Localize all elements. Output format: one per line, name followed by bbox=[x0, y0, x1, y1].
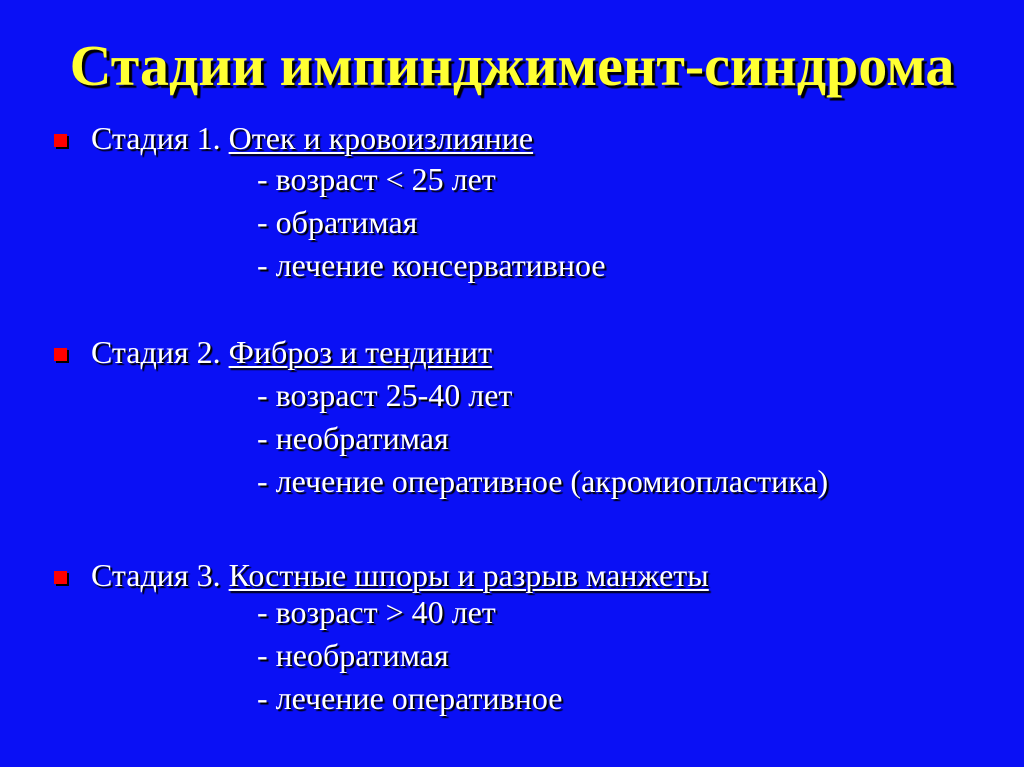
red-square-bullet-icon bbox=[54, 571, 67, 584]
stage-1-name: Отек и кровоизлияние bbox=[228, 120, 534, 156]
red-square-bullet-icon bbox=[54, 348, 67, 361]
stage-2-details bbox=[257, 374, 984, 503]
slide-title: Стадии импинджимент-синдрома bbox=[69, 33, 955, 98]
stage-3-section bbox=[54, 555, 984, 724]
stage-3-heading bbox=[54, 555, 984, 595]
stage-1-reversibility: - обратимая bbox=[257, 204, 418, 240]
stage-1-details bbox=[257, 158, 984, 287]
stage-3-label: Стадия 3. bbox=[91, 557, 221, 593]
stage-2-name: Фиброз и тендинит bbox=[228, 334, 493, 370]
stage-3-treatment: - лечение оперативное bbox=[257, 680, 563, 716]
stage-2-title-line bbox=[91, 332, 492, 372]
stage-3-details bbox=[257, 591, 984, 720]
stage-1-heading bbox=[54, 118, 984, 158]
stage-1-label: Стадия 1. bbox=[91, 120, 221, 156]
stage-2-treatment: - лечение оперативное (акромиопластика) bbox=[257, 463, 829, 499]
stage-2-reversibility: - необратимая bbox=[257, 420, 449, 456]
stage-2-age: - возраст 25-40 лет bbox=[257, 377, 513, 413]
stage-2-section bbox=[54, 332, 984, 501]
stage-2-heading bbox=[54, 332, 984, 372]
stage-1-title-line bbox=[91, 118, 533, 158]
stage-3-age: - возраст > 40 лет bbox=[257, 594, 496, 630]
stage-2-label: Стадия 2. bbox=[91, 334, 221, 370]
stage-3-reversibility: - необратимая bbox=[257, 637, 449, 673]
stage-3-name: Костные шпоры и разрыв манжеты bbox=[228, 557, 709, 593]
red-square-bullet-icon bbox=[54, 134, 67, 147]
stage-1-treatment: - лечение консервативное bbox=[257, 247, 606, 283]
stage-3-title-line bbox=[91, 555, 709, 595]
stage-1-age: - возраст < 25 лет bbox=[257, 161, 496, 197]
stage-1-section bbox=[54, 118, 984, 287]
